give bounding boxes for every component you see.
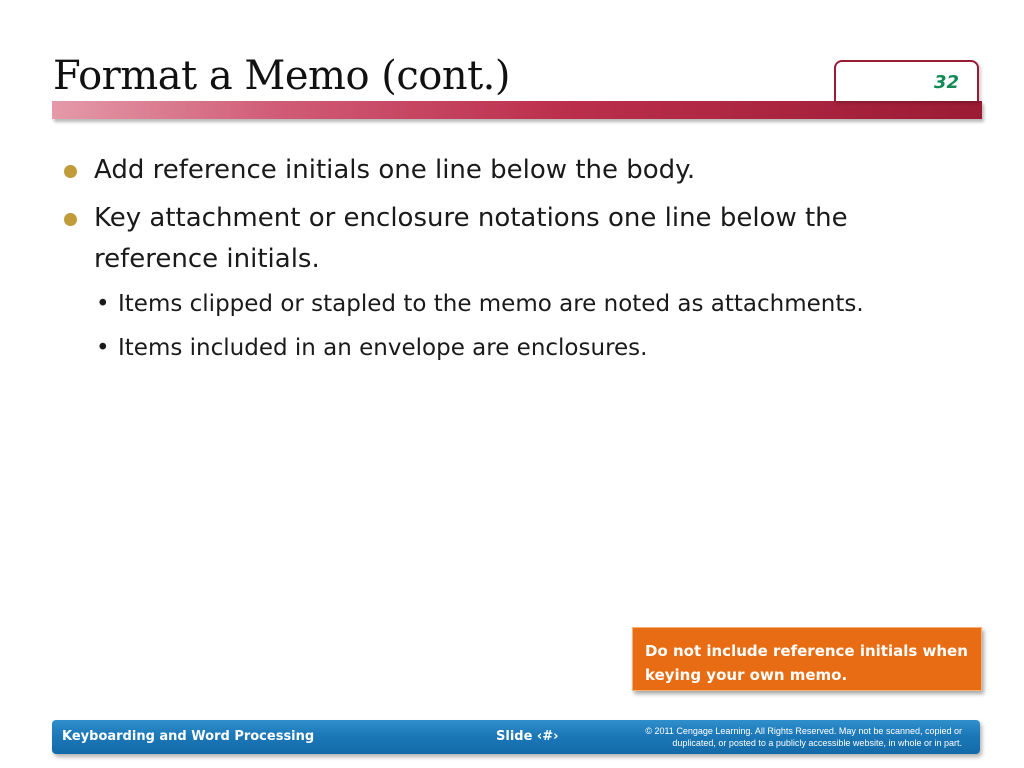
sub-bullet-item [60,287,980,321]
bullet-dot-icon [64,213,77,226]
sub-bullet-text: Items included in an envelope are enclosures. [118,335,648,361]
sub-bullet-text: Items clipped or stapled to the memo are noted as attachments. [118,291,864,317]
bullet-text: Add reference initials one line below the body. [94,155,696,185]
bullet-item [60,198,980,280]
sub-bullet-dot-icon: • [96,335,110,361]
page-number-tab [834,60,979,101]
title-underline-bar [52,101,982,119]
footer-copyright [602,725,962,749]
page-number: 32 [933,72,959,93]
bullet-dot-icon [64,165,77,178]
sub-bullet-item [60,331,980,365]
copyright-line: duplicated, or posted to a publicly accessible website, in whole or in part. [672,738,962,748]
sub-bullet-dot-icon: • [96,291,110,317]
bullet-text: Key attachment or enclosure notations one line below the reference initials. [94,203,848,274]
note-callout [632,627,982,691]
footer-bar [52,720,980,754]
slide-title: Format a Memo (cont.) [53,53,510,99]
copyright-line: © 2011 Cengage Learning. All Rights Reserved. May not be scanned, copied or [645,726,962,736]
slide-content [60,150,980,375]
footer-course-title: Keyboarding and Word Processing [62,729,315,744]
bullet-item [60,150,980,191]
footer-slide-label: Slide ‹#› [496,729,559,744]
note-text: Do not include reference initials when keying your own memo. [645,642,968,684]
